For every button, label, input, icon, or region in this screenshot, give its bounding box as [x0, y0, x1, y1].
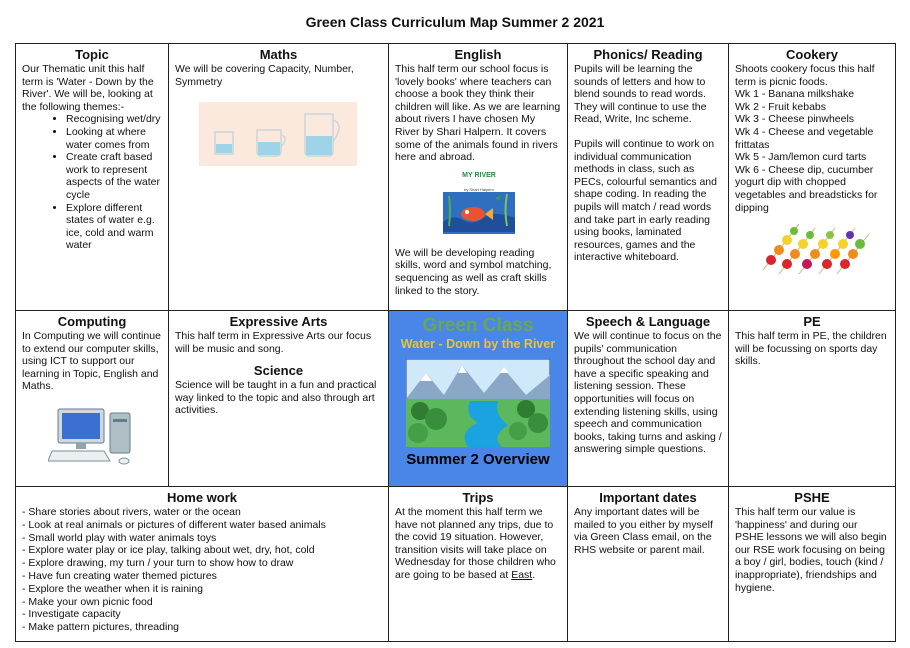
cookery-week: Wk 2 - Fruit kebabs: [735, 100, 827, 113]
list-item: - Make your own picnic food: [22, 595, 153, 608]
cookery-heading: Cookery: [785, 47, 839, 62]
arts-science-cell: [168, 310, 389, 487]
speech-cell: [567, 310, 729, 487]
maths-cell: [168, 43, 389, 311]
pe-cell: [728, 310, 896, 487]
computing-heading: Computing: [57, 314, 127, 329]
phonics-cell: [567, 43, 729, 311]
english-cell: [388, 43, 568, 311]
overview-footer: Summer 2 Overview: [406, 451, 550, 468]
cookery-cell: [728, 43, 896, 311]
overview-cell: [388, 310, 568, 487]
list-item: - Share stories about rivers, water or the ocean: [22, 506, 241, 518]
list-item: • Recognising wet/dry: [66, 113, 162, 126]
capacity-image: [199, 102, 357, 166]
expressive-arts-text: This half term in Expressive Arts our focus will be music and song.: [175, 330, 372, 355]
trips-location-link[interactable]: East: [511, 568, 533, 581]
list-item: - Make pattern pictures, threading: [22, 621, 179, 634]
expressive-arts-heading: Expressive Arts: [229, 314, 328, 329]
pe-text: This half term in PE, the children will be focussing on sports day skills.: [735, 330, 887, 368]
english-text-2: We will be developing reading skills, word and symbol matching, sequencing as well as craft skills linked to the story.: [395, 246, 552, 297]
list-item: - Look at real animals or pictures of different water based animals: [22, 518, 326, 531]
fruit-kebabs-image: [759, 220, 871, 278]
dates-cell: [567, 486, 729, 642]
cookery-week: Wk 4 - Cheese and vegetable frittatas: [735, 125, 874, 151]
computer-image: [48, 407, 148, 467]
list-item: - Investigate capacity: [22, 608, 121, 621]
english-text: This half term our school focus is 'lovely books' where teachers can choose a book they think their children will like. As we are learning about rivers I have chosen My River by Shari Halpern. It covers some of the animals found in rivers here and abroad.: [395, 63, 561, 164]
cookery-intro: Shoots cookery focus this half term is picnic foods.: [735, 63, 875, 88]
phonics-heading: Phonics/ Reading: [593, 47, 703, 62]
science-heading: Science: [253, 363, 304, 379]
topic-heading: Topic: [75, 47, 109, 62]
pe-heading: PE: [803, 314, 821, 329]
cookery-week: Wk 5 - Jam/lemon curd tarts: [735, 151, 867, 164]
pshe-heading: PSHE: [794, 490, 830, 505]
list-item: - Explore drawing, my turn / your turn to show how to draw: [22, 557, 294, 570]
list-item: • Looking at where water comes from: [66, 126, 162, 151]
topic-cell: [15, 43, 169, 311]
overview-title: Green Class: [422, 315, 534, 336]
homework-cell: [15, 486, 389, 642]
list-item: - Have fun creating water themed pictures: [22, 569, 217, 582]
list-item: • Create craft based work to represent aspects of the water cycle: [66, 151, 162, 201]
book-title: MY RIVER: [462, 171, 496, 179]
list-item: - Explore the weather when it is raining: [22, 582, 203, 595]
english-heading: English: [454, 47, 502, 62]
topic-intro: Our Thematic unit this half term is 'Water - Down by the River'. We will be, looking at the following themes:-: [22, 63, 154, 113]
computing-text: In Computing we will continue to extend our computer skills, using ICT to support our learning in Topic, English and Maths.: [22, 330, 161, 393]
cookery-week: Wk 3 - Cheese pinwheels: [735, 113, 855, 126]
trips-text: [395, 506, 561, 582]
page-title: Green Class Curriculum Map Summer 2 2021: [305, 14, 605, 30]
trips-body: At the moment this half term we have not planned any trips, due to the covid 19 situation. However, transition visits will take place on Wednesday for those children who are going to be based at: [395, 506, 556, 581]
book-author: by Shari Halpern: [464, 186, 494, 192]
list-item: - Small world play with water animals toys: [22, 531, 217, 544]
cookery-week: Wk 6 - Cheese dip, cucumber yogurt dip with chopped vegetables and breadsticks for dipping: [735, 163, 878, 214]
science-text: Science will be taught in a fun and practical way linked to the topic and also through art activities.: [175, 379, 377, 417]
pshe-cell: [728, 486, 896, 642]
dates-text: Any important dates will be mailed to you either by myself via Green Class email, on the RHS website or parent mail.: [574, 506, 713, 556]
homework-heading: Home work: [166, 490, 238, 505]
trips-heading: Trips: [462, 490, 494, 505]
maths-text: We will be covering Capacity, Number, Symmetry: [175, 63, 354, 88]
pshe-text: This half term our value is 'happiness' and during our PSHE lessons we will also begin our RSE work focusing on being a boy / girl, bodies, touch (kind / inappropriate), friendships and hygiene.: [735, 506, 887, 594]
maths-heading: Maths: [259, 47, 298, 62]
list-item: - Explore water play or ice play, talking about wet, dry, hot, cold: [22, 544, 315, 557]
phonics-text-2: Pupils will continue to work on individual communication methods in class, such as PECs, colourful semantics and shape coding. In reading the pupils will match / read words and take part in early reading using books, laminated resources, games and the interactive whiteboard.: [574, 137, 717, 264]
dates-heading: Important dates: [599, 490, 697, 505]
phonics-text: Pupils will be learning the sounds of letters and how to blend sounds to read words. They will continue to use the Read, Write, Inc scheme.: [574, 63, 707, 126]
trips-end: .: [532, 568, 536, 581]
book-cover-image: [443, 170, 515, 234]
topic-list: [22, 113, 162, 252]
river-image: [406, 359, 550, 447]
overview-subtitle: Water - Down by the River: [400, 337, 556, 351]
speech-heading: Speech & Language: [585, 314, 711, 329]
computing-cell: [15, 310, 169, 487]
speech-text: We will continue to focus on the pupils' communication throughout the school day and have a specific speaking and listening session. These opportunities will focus on extending listening skills, using speech and communication books, taking turns and asking / answering simple questions.: [574, 330, 722, 456]
cookery-week: Wk 1 - Banana milkshake: [735, 88, 855, 101]
trips-cell: [388, 486, 568, 642]
list-item: • Explore different states of water e.g. ice, cold and warm water: [66, 202, 162, 252]
